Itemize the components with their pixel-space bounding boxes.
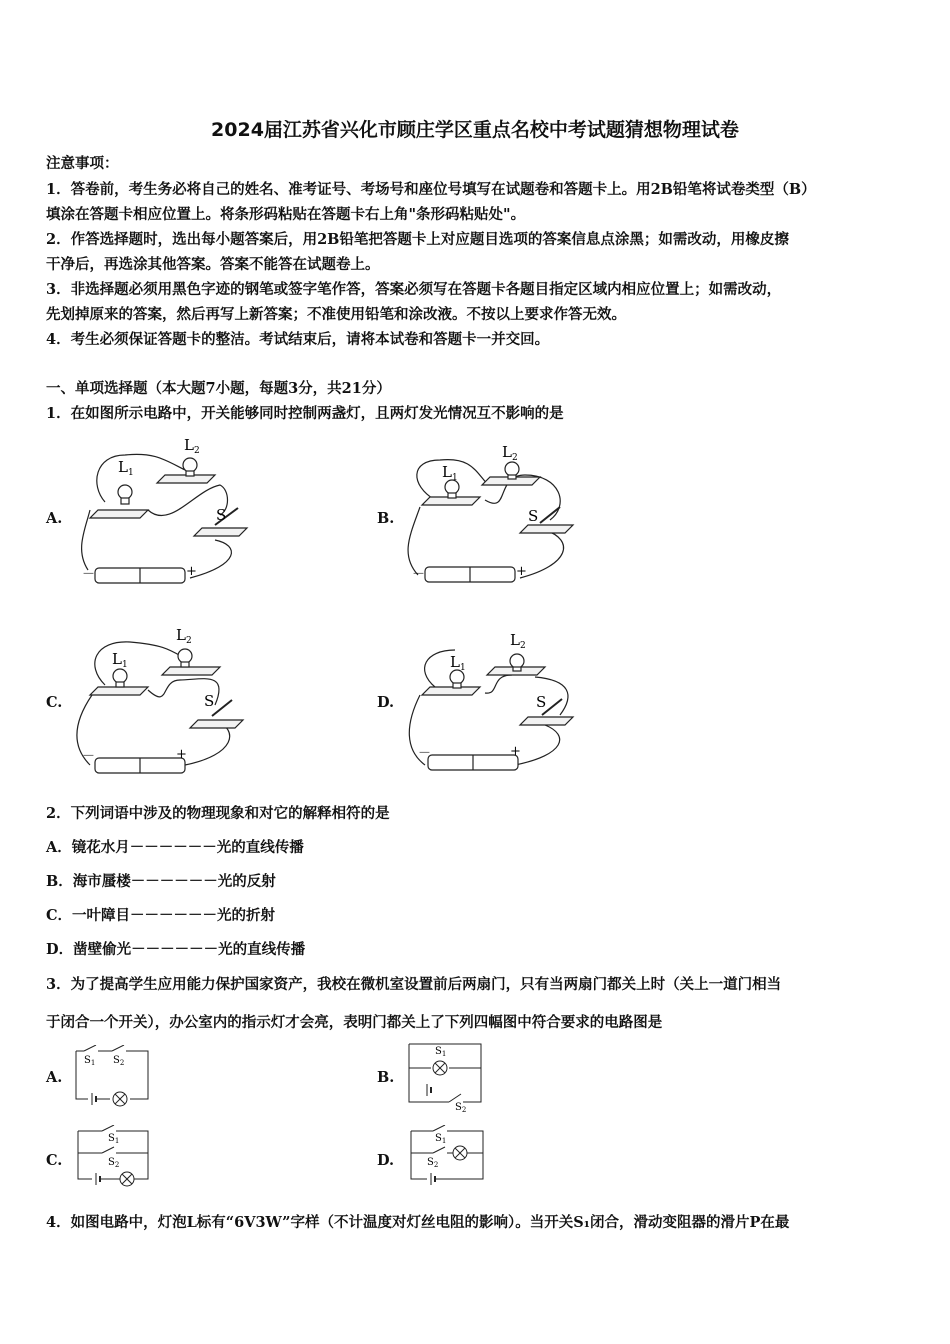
label-plus: + — [186, 564, 197, 579]
q3-option-a-label: A. — [46, 1069, 63, 1086]
circuit-diagram-d — [405, 1125, 489, 1191]
label-s2: $S_2$ — [427, 1157, 439, 1169]
label-l2: $L_2$ — [176, 626, 192, 646]
notice-line: 2．作答选择题时，选出每小题答案后，用2B铅笔把答题卡上对应题目选项的答案信息点涂黑；如需改动，用橡皮擦 — [46, 231, 789, 248]
label-s: S — [216, 506, 227, 524]
label-plus: + — [510, 744, 521, 759]
label-minus: － — [82, 567, 96, 582]
q2-option-a: A．镜花水月－－－－－－光的直线传播 — [46, 839, 304, 856]
label-l1: $L_1$ — [450, 653, 466, 673]
label-s: S — [536, 693, 547, 711]
q1-option-a-label: A. — [46, 510, 63, 527]
label-l1: $L_1$ — [112, 650, 128, 670]
label-plus: + — [516, 564, 527, 579]
q3-option-b-label: B. — [377, 1069, 395, 1086]
q2-option-d: D．凿壁偷光－－－－－－光的直线传播 — [46, 941, 306, 958]
q2-option-b: B．海市蜃楼－－－－－－光的反射 — [46, 873, 276, 890]
label-s2: $S_2$ — [113, 1055, 125, 1067]
label-s: S — [204, 692, 215, 710]
label-s1: $S_1$ — [435, 1133, 447, 1145]
label-s: S — [528, 507, 539, 525]
notice-line: 3．非选择题必须用黑色字迹的钢笔或签字笔作答，答案必须写在答题卡各题目指定区域内相应位置上；如需改动， — [46, 281, 782, 298]
label-s2: $S_2$ — [108, 1157, 120, 1169]
notice-heading: 注意事项： — [46, 155, 119, 172]
circuit-figure-b — [400, 435, 590, 600]
page-title: 2024届江苏省兴化市顾庄学区重点名校中考试题猜想物理试卷 — [211, 119, 739, 141]
label-l1: $L_1$ — [442, 463, 458, 483]
question-2-stem: 2．下列词语中涉及的物理现象和对它的解释相符的是 — [46, 805, 390, 822]
label-l2: $L_2$ — [184, 436, 200, 456]
question-3-stem-line2: 于闭合一个开关），办公室内的指示灯才会亮，表明门都关上了下列四幅图中符合要求的电路图是 — [46, 1014, 663, 1031]
q3-option-c-label: C. — [46, 1152, 63, 1169]
notice-line: 先划掉原来的答案，然后再写上新答案；不准使用铅笔和涂改液。不按以上要求作答无效。 — [46, 306, 626, 323]
label-minus: － — [412, 567, 426, 582]
question-1-stem: 1．在如图所示电路中，开关能够同时控制两盏灯，且两灯发光情况互不影响的是 — [46, 405, 564, 422]
circuit-figure-d — [400, 625, 590, 785]
circuit-figure-c — [70, 620, 260, 785]
circuit-diagram-b — [405, 1040, 487, 1112]
label-s1: $S_1$ — [84, 1055, 96, 1067]
label-l2: $L_2$ — [502, 443, 518, 463]
label-s2: $S_2$ — [455, 1102, 467, 1112]
circuit-diagram-c — [72, 1125, 154, 1191]
notice-line: 填涂在答题卡相应位置上。将条形码粘贴在答题卡右上角"条形码粘贴处"。 — [46, 206, 526, 223]
q1-option-c-label: C. — [46, 694, 63, 711]
q2-option-c: C．一叶障目－－－－－－光的折射 — [46, 907, 276, 924]
notice-line: 4．考生必须保证答题卡的整洁。考试结束后，请将本试卷和答题卡一并交回。 — [46, 331, 550, 348]
circuit-diagram-a — [72, 1045, 154, 1109]
question-3-stem-line1: 3．为了提高学生应用能力保护国家资产，我校在微机室设置前后两扇门，只有当两扇门都关上时（关上一道门相当 — [46, 976, 782, 993]
q1-option-b-label: B. — [377, 510, 395, 527]
section-heading: 一、单项选择题（本大题7小题，每题3分，共21分） — [46, 380, 391, 397]
label-l1: $L_1$ — [118, 458, 134, 478]
label-s1: $S_1$ — [435, 1046, 447, 1058]
q1-option-d-label: D. — [377, 694, 395, 711]
question-4-stem: 4．如图电路中，灯泡L标有“6V3W”字样（不计温度对灯丝电阻的影响）。当开关S₁闭合，滑动变阻器的滑片P在最 — [46, 1214, 790, 1231]
label-minus: － — [82, 749, 96, 764]
notice-line: 1．答卷前，考生务必将自己的姓名、准考证号、考场号和座位号填写在试题卷和答题卡上。用2B铅笔将试卷类型（B） — [46, 181, 816, 198]
notice-line: 干净后，再选涂其他答案。答案不能答在试题卷上。 — [46, 256, 380, 273]
label-s1: $S_1$ — [108, 1133, 120, 1145]
label-plus: + — [176, 747, 187, 762]
circuit-figure-a — [70, 430, 260, 600]
q3-option-d-label: D. — [377, 1152, 395, 1169]
label-l2: $L_2$ — [510, 631, 526, 651]
label-minus: － — [418, 746, 432, 761]
